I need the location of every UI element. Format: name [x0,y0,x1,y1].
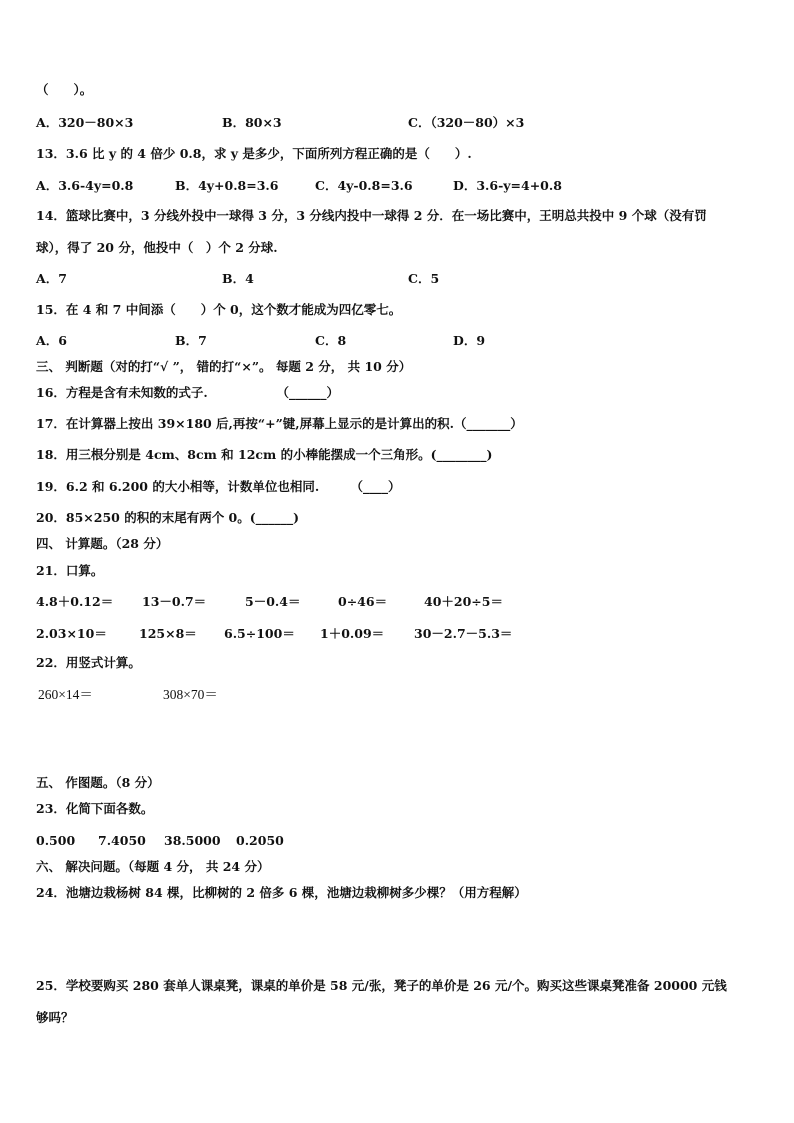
q12-option-c: C．（320－80）×3 [408,115,525,130]
q23-label: 23．化简下面各数。 [36,801,154,816]
q13-option-a: A．3.6-4y=0.8 [36,178,134,193]
q17-text: 17．在计算器上按出 39×180 后,再按“+”键,屏幕上显示的是计算出的积.（_______） [36,416,523,431]
q13-option-c: C．4y-0.8=3.6 [315,178,413,193]
q24-text: 24．池塘边栽杨树 84 棵，比柳树的 2 倍多 6 棵，池塘边栽柳树多少棵？（用方程解） [36,885,527,900]
q13-option-b: B．4y+0.8=3.6 [175,178,279,193]
q22-item: 260×14＝ [38,687,93,702]
q19-text: 19．6.2 和 6.200 的大小相等，计数单位也相同. （____） [36,479,401,494]
q14-option-c: C．5 [408,271,440,286]
q23-number: 0.500 [36,833,76,848]
section-5-title: 五、 作图题。（8 分） [36,775,160,790]
q21-row2-item: 2.03×10＝ [36,626,107,641]
q15-option-a: A．6 [36,333,67,348]
q14-option-a: A．7 [36,271,67,286]
q21-row1-item: 4.8＋0.12＝ [36,594,114,609]
q12-continuation: （ ）。 [36,82,93,97]
q21-row2-item: 1＋0.09＝ [320,626,385,641]
q12-option-a: A．320－80×3 [36,115,134,130]
q14-stem-line1: 14．篮球比赛中，3 分线外投中一球得 3 分，3 分线内投中一球得 2 分．在一场比赛中，王明总共投中 9 个球（没有罚 [36,208,707,223]
q12-option-b: B．80×3 [222,115,282,130]
q16-text: 16．方程是含有未知数的式子. （______） [36,385,339,400]
q21-row1-item: 40＋20÷5＝ [424,594,503,609]
q15-stem: 15．在 4 和 7 中间添（ ）个 0，这个数才能成为四亿零七。 [36,302,402,317]
q21-row2-item: 125×8＝ [139,626,197,641]
q21-row1-item: 13－0.7＝ [142,594,207,609]
section-6-title: 六、 解决问题。（每题 4 分， 共 24 分） [36,859,270,874]
section-4-title: 四、 计算题。（28 分） [36,536,169,551]
q21-label: 21．口算。 [36,563,104,578]
q15-option-b: B．7 [175,333,207,348]
q18-text: 18．用三根分别是 4cm、8cm 和 12cm 的小棒能摆成一个三角形。(________) [36,447,493,462]
q13-option-d: D．3.6-y=4+0.8 [453,178,562,193]
q23-number: 7.4050 [98,833,146,848]
q15-option-c: C．8 [315,333,347,348]
q22-item: 308×70＝ [163,687,218,702]
q23-number: 0.2050 [236,833,284,848]
q21-row1-item: 5－0.4＝ [245,594,301,609]
q21-row1-item: 0÷46＝ [338,594,388,609]
q15-option-d: D．9 [453,333,486,348]
q25-line2: 够吗？ [36,1010,74,1025]
q21-row2-item: 30－2.7－5.3＝ [414,626,513,641]
q20-text: 20．85×250 的积的末尾有两个 0。(______) [36,510,300,525]
q14-option-b: B．4 [222,271,254,286]
section-3-title: 三、 判断题（对的打“√ ”， 错的打“×”。 每题 2 分， 共 10 分） [36,359,412,374]
q23-number: 38.5000 [164,833,221,848]
q14-stem-line2: 球），得了 20 分，他投中（ ）个 2 分球. [36,240,278,255]
q21-row2-item: 6.5÷100＝ [224,626,295,641]
q22-label: 22．用竖式计算。 [36,655,141,670]
q25-line1: 25．学校要购买 280 套单人课桌凳，课桌的单价是 58 元/张，凳子的单价是 26 元/个。购买这些课桌凳准备 20000 元钱 [36,978,727,993]
q13-stem: 13．3.6 比 y 的 4 倍少 0.8，求 y 是多少，下面所列方程正确的是（ ）. [36,146,472,161]
